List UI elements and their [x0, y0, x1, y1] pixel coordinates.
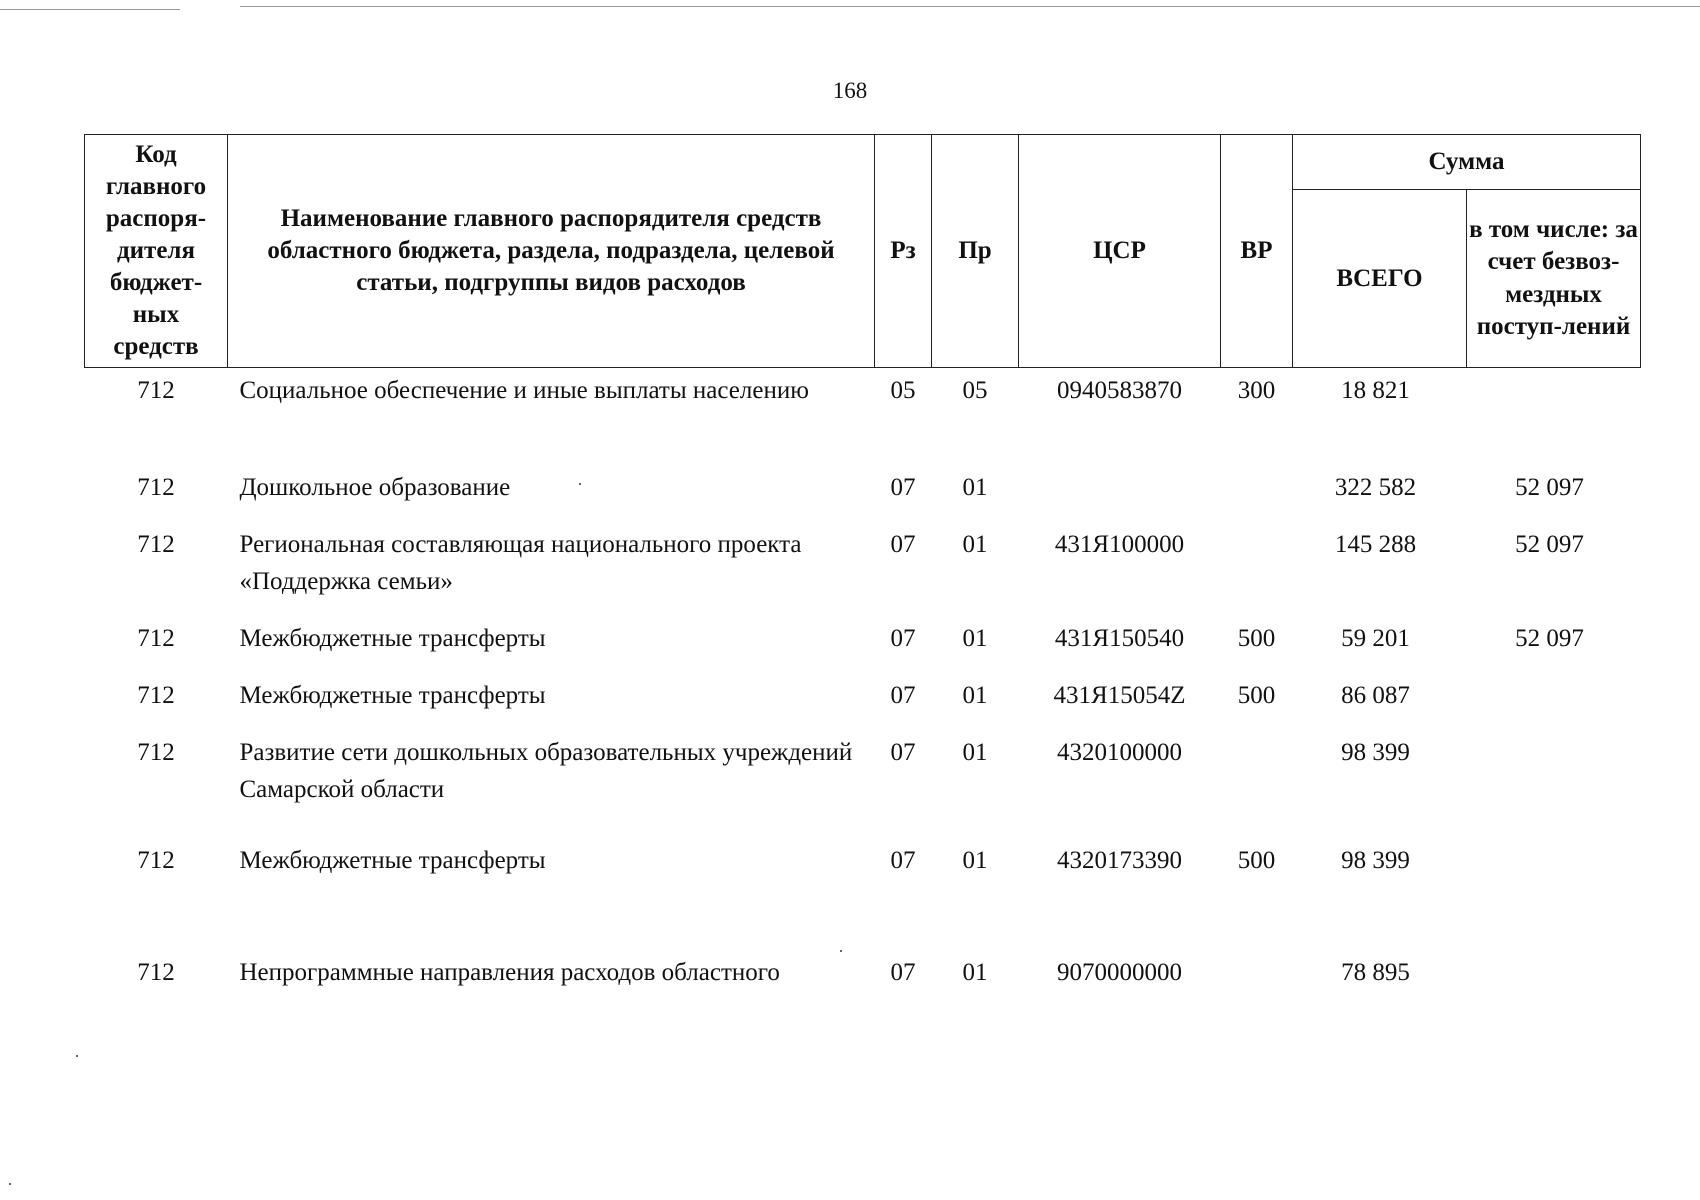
table-header	[85, 135, 1641, 368]
row-free: 52 097	[1515, 624, 1584, 652]
row-rz: 07	[890, 958, 916, 986]
row-total: 18 821	[1341, 377, 1410, 404]
header-free: в том числе: за счет безвоз-мездных поступ-лений	[1467, 190, 1641, 368]
table-row	[85, 522, 1641, 616]
header-name: Наименование главного распорядителя средств областного бюджета, раздела, подраздела, целевой статьи, подгруппы видов расходов	[228, 135, 875, 368]
header-csr: ЦСР	[1019, 135, 1221, 368]
row-free: 52 097	[1515, 530, 1584, 558]
row-pr: 01	[962, 681, 988, 709]
row-pr: 01	[962, 846, 988, 874]
row-rz: 07	[890, 846, 916, 874]
table-row	[85, 673, 1641, 730]
row-name: Межбюджетные трансферты	[239, 846, 546, 874]
row-rz: 07	[890, 624, 916, 652]
row-vr: 500	[1237, 846, 1276, 874]
row-total: 98 399	[1341, 846, 1410, 874]
budget-table	[84, 134, 1641, 1010]
row-code: 712	[137, 530, 175, 558]
row-pr: 05	[962, 377, 988, 404]
row-code: 712	[137, 624, 175, 652]
row-csr	[1019, 465, 1221, 522]
row-pr: 01	[962, 473, 988, 501]
row-name: Дошкольное образование	[239, 473, 511, 501]
row-vr	[1221, 465, 1293, 522]
row-name: Региональная составляющая национального проекта «Поддержка семьи»	[239, 530, 802, 595]
row-pr: 01	[962, 530, 988, 558]
row-name: Развитие сети дошкольных образовательных учреждений Самарской области	[239, 738, 853, 803]
row-name: Непрограммные направления расходов областного	[239, 958, 780, 986]
row-vr	[1221, 950, 1293, 1010]
row-rz: 07	[890, 473, 916, 501]
row-total: 145 288	[1334, 530, 1417, 558]
scan-artifact-line	[240, 6, 1700, 7]
table-row	[85, 368, 1641, 465]
row-vr: 500	[1237, 624, 1276, 652]
row-csr: 0940583870	[1057, 377, 1182, 404]
row-vr	[1221, 730, 1293, 838]
table-row	[85, 465, 1641, 522]
row-total: 86 087	[1341, 681, 1410, 709]
row-total: 59 201	[1341, 624, 1410, 652]
row-code: 712	[137, 681, 175, 709]
row-rz: 05	[890, 377, 916, 404]
table-row	[85, 730, 1641, 838]
page-number: 168	[832, 78, 868, 103]
row-name: Межбюджетные трансферты	[239, 681, 546, 709]
row-pr: 01	[962, 624, 988, 652]
header-vr: ВР	[1221, 135, 1293, 368]
row-rz: 07	[890, 738, 916, 766]
row-free	[1467, 730, 1641, 838]
header-sum: Сумма	[1293, 135, 1641, 190]
row-code: 712	[137, 738, 175, 766]
table-row	[85, 616, 1641, 673]
row-csr: 431Я15054Z	[1053, 681, 1186, 709]
scan-speck	[76, 1055, 78, 1057]
row-csr: 4320173390	[1057, 846, 1182, 874]
table-row	[85, 838, 1641, 950]
row-total: 98 399	[1341, 738, 1410, 766]
row-code: 712	[137, 958, 175, 986]
row-code: 712	[137, 473, 175, 501]
row-csr: 4320100000	[1057, 738, 1182, 766]
row-vr	[1221, 522, 1293, 616]
row-free	[1467, 673, 1641, 730]
row-free	[1467, 950, 1641, 1010]
scan-artifact-line	[0, 9, 180, 10]
header-code: Код главного распоря-дителя бюджет-ных средств	[85, 135, 228, 368]
row-csr: 431Я150540	[1054, 624, 1185, 652]
row-free: 52 097	[1515, 473, 1584, 501]
table-row	[85, 950, 1641, 1010]
row-csr: 431Я100000	[1054, 530, 1185, 558]
row-free	[1467, 368, 1641, 465]
table-body	[85, 368, 1641, 1010]
row-csr: 9070000000	[1057, 958, 1182, 986]
row-pr: 01	[962, 958, 988, 986]
row-free	[1467, 838, 1641, 950]
row-pr: 01	[962, 738, 988, 766]
row-code: 712	[137, 846, 175, 874]
scan-speck	[9, 1183, 11, 1185]
row-total: 322 582	[1334, 473, 1417, 501]
row-code: 712	[137, 377, 175, 404]
row-vr: 500	[1237, 681, 1276, 709]
header-total: ВСЕГО	[1293, 190, 1467, 368]
row-total: 78 895	[1341, 958, 1410, 986]
scan-speck	[579, 483, 581, 485]
header-pr: Пр	[932, 135, 1019, 368]
row-rz: 07	[890, 681, 916, 709]
header-rz: Рз	[875, 135, 932, 368]
row-name: Социальное обеспечение и иные выплаты населению	[239, 377, 809, 404]
scan-speck	[840, 950, 842, 952]
row-vr: 300	[1237, 377, 1276, 404]
row-name: Межбюджетные трансферты	[239, 624, 546, 652]
row-rz: 07	[890, 530, 916, 558]
